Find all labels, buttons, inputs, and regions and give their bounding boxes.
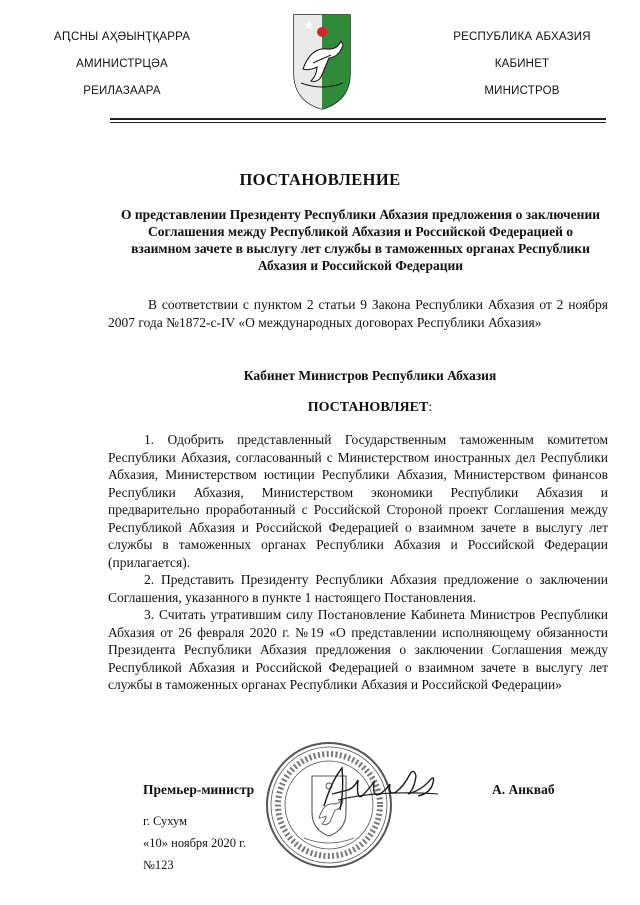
document-subject: О представлении Президенту Республики Абхазия предложения о заключении Соглашения между Республикой Абхазия и Российской Федерацией о взаимном зачете в выслугу лет службы в таможенных органах Республики Абхазия и Российской Федерации [120, 207, 601, 273]
signatory-position: Премьер-министр [143, 782, 255, 797]
header-left-line-3: РЕИЛАЗААРА [83, 85, 161, 97]
header-right-line-1: РЕСПУБЛИКА АБХАЗИЯ [453, 31, 591, 43]
header-left-line-2: АМИНИСТРЦӘА [76, 58, 168, 70]
resolves-colon: : [428, 400, 433, 415]
document-number: №123 [143, 858, 174, 872]
resolution-items [108, 431, 608, 694]
document-place: г. Сухум [143, 814, 188, 828]
document-issuer: Кабинет Министров Республики Абхазия [243, 368, 497, 383]
resolves-word: ПОСТАНОВЛЯЕТ [307, 400, 429, 415]
header-divider-thin [110, 122, 606, 123]
header-left-line-1: АԤСНЫ АҲӘЫНҬҚАРРА [53, 31, 191, 43]
header-right-line-3: МИНИСТРОВ [484, 85, 560, 97]
resolution-item-1: 1. Одобрить представленный Государственным таможенным комитетом Республики Абхазия, согласованный с Министерством иностранных дел Республики Абхазия, Министерством юстиции Республики Абхазия, Министерством финансов Республики Абхазия, Министерством экономики Республики Абхазия и предварительно проработанный с Российской Стороной проект Соглашения между Республикой Абхазия и Российской Федерацией о взаимном зачете в выслугу лет службы в таможенных органах Республики Абхазия и Российской Федерации (прилагается). [108, 432, 608, 570]
signatory-name: А. Анкваб [492, 782, 555, 797]
resolution-item-2: 2. Представить Президенту Республики Абхазия предложение о заключении Соглашения, указанного в пункте 1 настоящего Постановления. [108, 572, 608, 605]
header-left-block [22, 30, 222, 111]
header-right-block [422, 30, 622, 111]
signature-icon [318, 760, 448, 820]
document-preamble: В соответствии с пунктом 2 статьи 9 Закона Республики Абхазия от 2 ноября 2007 года №1872-с-IV «О международных договорах Республики Абхазия» [108, 297, 608, 330]
header-right-line-2: КАБИНЕТ [494, 58, 550, 70]
header-divider-thick [110, 118, 606, 120]
resolves-heading [0, 400, 640, 416]
document-title: ПОСТАНОВЛЕНИЕ [239, 170, 401, 189]
coat-of-arms-icon [291, 11, 353, 111]
resolution-item-3: 3. Считать утратившим силу Постановление Кабинета Министров Республики Абхазия от 26 февраля 2020 г. №19 «О представлении исполняющему обязанности Президента Республики Абхазия предложения о заключении Соглашения между Республикой Абхазия и Российской Федерацией о взаимном зачете в выслугу лет службы в таможенных органах Республики Абхазия и Российской Федерации» [108, 607, 608, 692]
document-date: «10» ноября 2020 г. [143, 836, 247, 850]
